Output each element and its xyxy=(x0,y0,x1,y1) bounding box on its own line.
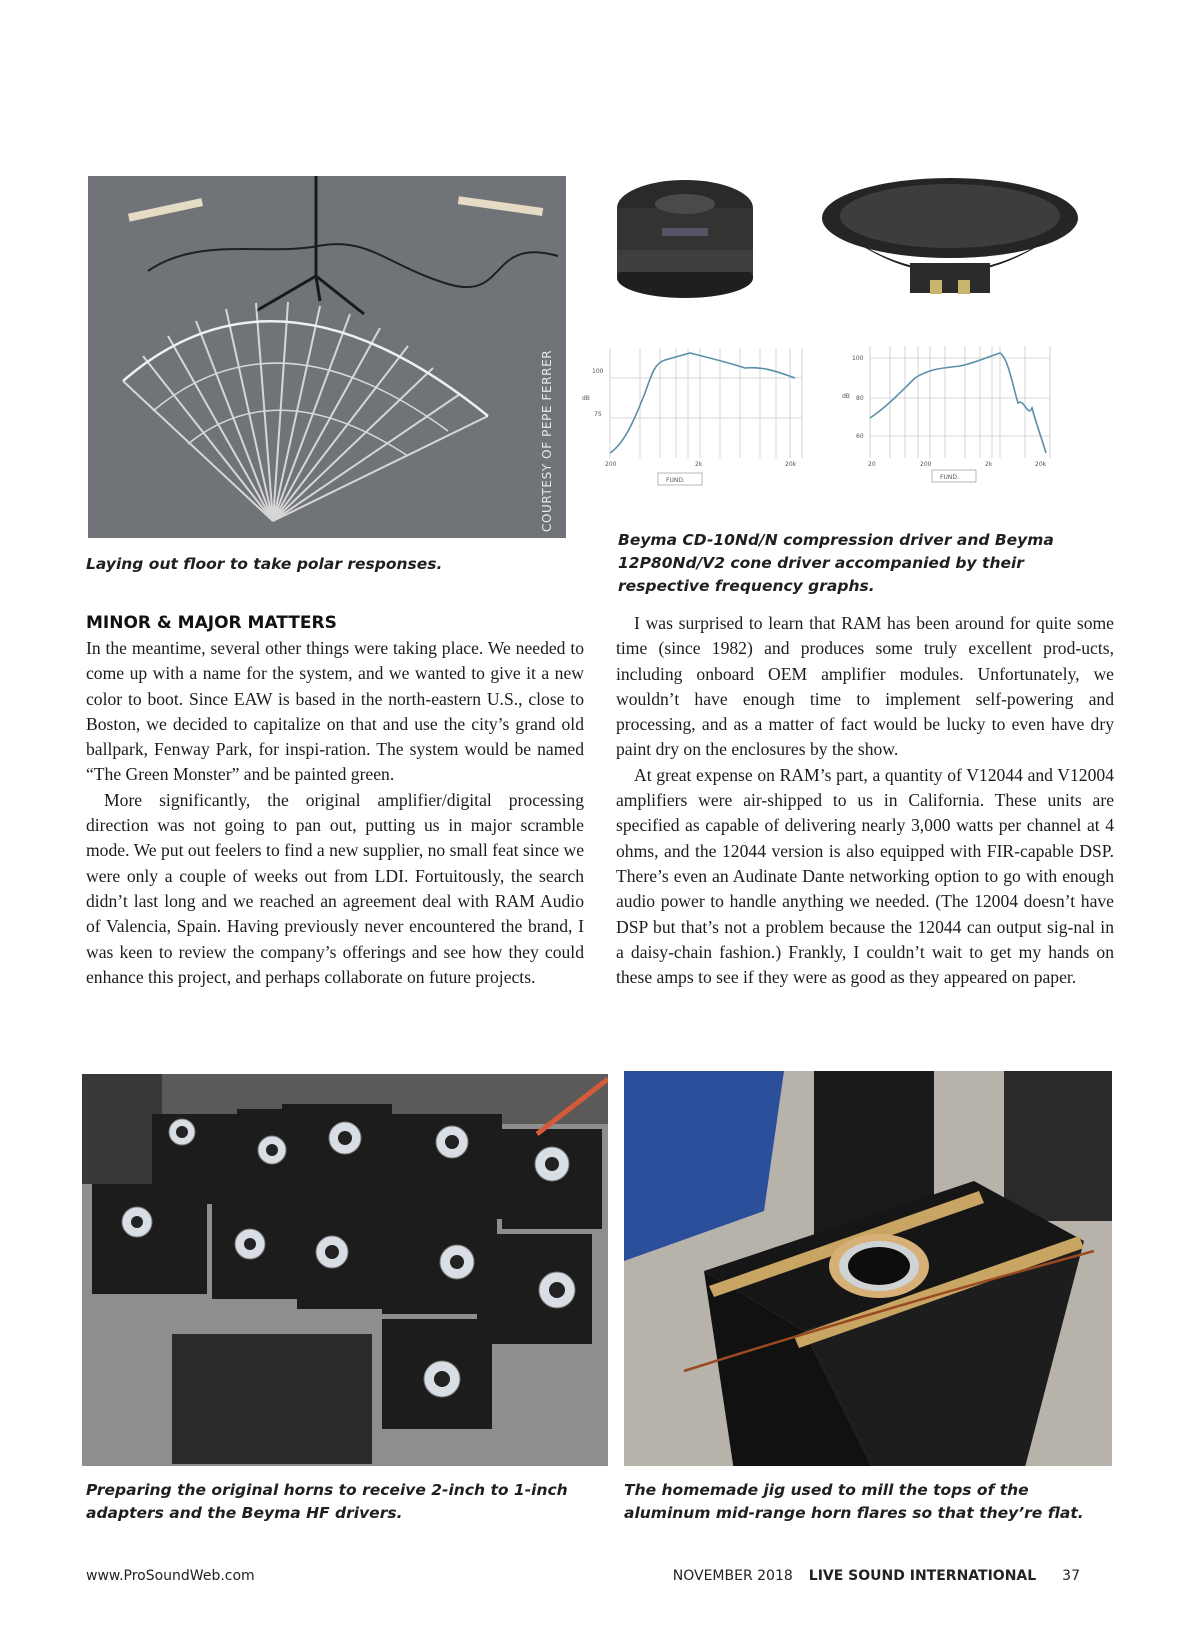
graph-left-xtick-2k: 2k xyxy=(695,461,703,468)
article-paragraph: At great expense on RAM’s part, a quantity of V12044 and V12004 amplifiers were air-shipped to us in California. These units are specified as capable of delivering nearly 3,000 watts per channel at 4 ohms, and the 12044 version is also equipped with FIR-capable DSP. There’s even an Audinate Dante networking option to go with enough audio power to handle anything we needed. (The 12004 doesn’t have DSP but that’s not a problem because the 12044 can output sig-nal in a daisy-chain fashion.) Frankly, I couldn’t wait to get my hands on these amps to see if they were as good as they appeared on paper. xyxy=(616,764,1114,988)
graph-left-xtick-20k: 20k xyxy=(785,461,797,468)
photo-credit: COURTESY OF PEPE FERRER xyxy=(540,349,554,532)
article-paragraph: More significantly, the original amplifier/digital processing direction was not going to pan out, putting us in major scramble mode. We put out feelers to find a new supplier, no small feat since we were only a couple of weeks out from LDI. Fortuitously, the search didn’t last long and we reached an agreement deal with RAM Audio of Valencia, Spain. Having previously never encountered the brand, I was keen to review the company’s offerings and see how they could enhance this project, and perhaps collaborate on future projects. xyxy=(86,789,584,987)
article-left-column xyxy=(86,611,584,990)
graph-right-xtick-20: 20 xyxy=(868,461,876,468)
drivers-photo xyxy=(580,168,1120,504)
graph-right-xtick-20k: 20k xyxy=(1035,461,1047,468)
horns-photo xyxy=(82,1074,608,1466)
section-heading: MINOR & MAJOR MATTERS xyxy=(86,613,337,633)
footer-issue-info xyxy=(673,1568,1080,1584)
graph-right-xtick-200: 200 xyxy=(920,461,932,468)
graph-left-xtick-200: 200 xyxy=(605,461,617,468)
article-right-column xyxy=(616,611,1114,990)
horns-photo-caption: Preparing the original horns to receive 2-inch to 1-inch adapters and the Beyma HF drivers. xyxy=(86,1481,568,1522)
footer-page-number: 37 xyxy=(1062,1568,1080,1584)
graph-left-legend: FUND. xyxy=(666,477,685,484)
drivers-photo-caption: Beyma CD-10Nd/N compression driver and Beyma 12P80Nd/V2 cone driver accompanied by their respective frequency graphs. xyxy=(618,531,1054,595)
article-paragraph: In the meantime, several other things were taking place. We needed to come up with a name for the system, and we wanted to give it a new color to boot. Since EAW is based in the north-eastern U.S., close to Boston, we decided to capitalize on that and use the city’s grand old ballpark, Fenway Park, for inspi-ration. The system would be named “The Green Monster” and be painted green. xyxy=(86,638,584,785)
graph-right-ytick-100: 100 xyxy=(852,355,864,362)
polar-photo-caption: Laying out floor to take polar responses. xyxy=(86,555,443,573)
graph-right-legend: FUND. xyxy=(940,474,959,481)
footer-magazine-name: LIVE SOUND INTERNATIONAL xyxy=(808,1568,1037,1584)
graph-right-ytick-80: 80 xyxy=(856,395,864,402)
footer-issue-date: NOVEMBER 2018 xyxy=(672,1568,793,1584)
footer-website: www.ProSoundWeb.com xyxy=(86,1568,255,1584)
jig-photo xyxy=(624,1071,1112,1466)
graph-left-yunit: dB xyxy=(582,395,590,402)
graph-left-ytick-75: 75 xyxy=(594,411,602,418)
article-paragraph: I was surprised to learn that RAM has been around for quite some time (since 1982) and produces some truly excellent prod-ucts, including onboard OEM amplifier modules. Unfortunately, we wouldn’t have enough time to implement self-powering and processing, and as a matter of fact would be lucky to even have dry paint dry on the enclosures by the show. xyxy=(616,613,1114,760)
compression-driver-image xyxy=(617,180,753,298)
graph-left-ytick-100: 100 xyxy=(592,368,604,375)
polar-layout-photo xyxy=(88,176,566,538)
jig-photo-caption: The homemade jig used to mill the tops of the aluminum mid-range horn flares so that they’re flat. xyxy=(624,1481,1084,1522)
graph-right-xtick-2k: 2k xyxy=(985,461,993,468)
graph-right-ytick-60: 60 xyxy=(856,433,864,440)
graph-right-yunit: dB xyxy=(842,393,850,400)
